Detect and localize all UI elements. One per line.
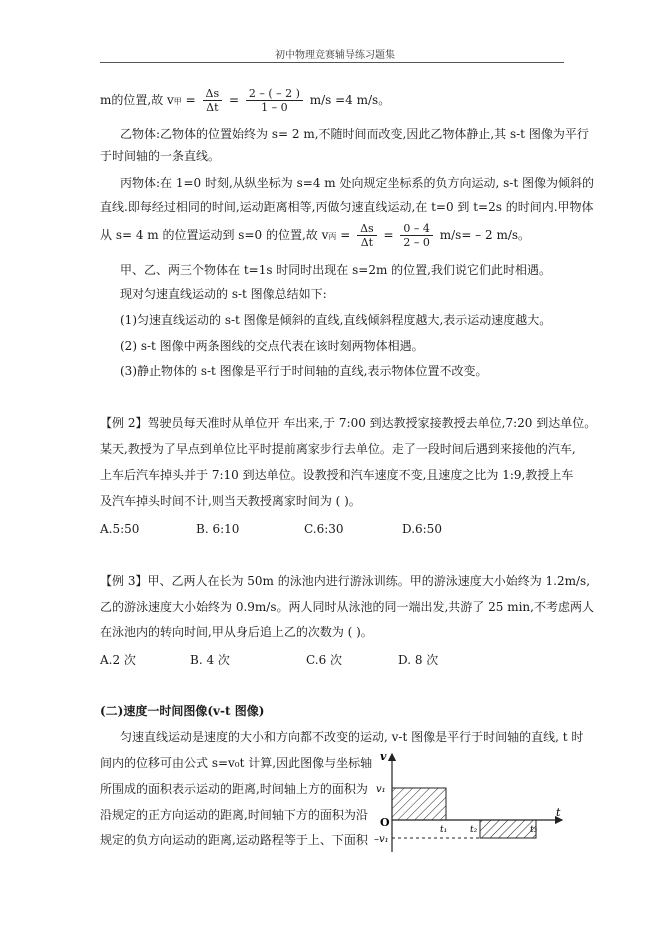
ex2-option-c: C.6:30 bbox=[304, 522, 344, 536]
x-axis-label: t bbox=[556, 806, 561, 819]
p1-eq: = bbox=[185, 93, 196, 107]
p3-line2: 直线.即每经过相同的时间,运动距离相等,丙做匀速直线运动,在 t=0 到 t=2s 的时间内.甲物体 bbox=[100, 200, 594, 214]
ex2-line2: 某天,教授为了早点到单位比平时提前离家步行去单位。走了一段时间后遇到来接他的汽车, bbox=[100, 442, 576, 456]
summary-item-3: (3)静止物体的 s-t 图像是平行于时间轴的直线,表示物体位置不改变。 bbox=[120, 364, 488, 378]
section-line3: 所围成的面积表示运动的距离,时间轴上方的面积为 bbox=[100, 782, 368, 796]
ex2-line4: 及汽车掉头时间不计,则当天教授离家时间为 ( )。 bbox=[100, 494, 361, 508]
paragraph-jia-velocity bbox=[100, 84, 390, 118]
t2-label: t₂ bbox=[470, 825, 478, 835]
p4-line1: 甲、乙、两三个物体在 t=1s 时同时出现在 s=2m 的位置,我们说它们此时相遇。 bbox=[120, 263, 551, 277]
section-line2: 间内的位移可由公式 s=v₀t 计算,因此图像与坐标轴 bbox=[100, 756, 373, 770]
section-line5: 规定的负方向运动的距离,运动路程等于上、下面积 bbox=[100, 833, 368, 847]
section-line1: 匀速直线运动是速度的大小和方向都不改变的运动, v-t 图像是平行于时间轴的直线, t 时 bbox=[120, 730, 584, 744]
p1-post: m/s =4 m/s。 bbox=[309, 93, 391, 107]
page-header: 初中物理竞赛辅导练习题集 bbox=[275, 50, 395, 61]
p1-eq2: = bbox=[228, 93, 239, 107]
ex3-option-b: B. 4 次 bbox=[190, 653, 230, 667]
ex2-line3: 上车后汽车掉头并于 7:10 到达单位。设教授和汽车速度不变,且速度之比为 1:9,教授上车 bbox=[100, 468, 574, 482]
ex3-line1: 【例 3】甲、乙两人在长为 50m 的泳池内进行游泳训练。甲的游泳速度大小始终为 1.2m/s, bbox=[100, 574, 591, 588]
negative-area bbox=[480, 820, 536, 838]
summary-item-2: (2) s-t 图像中两条图线的交点代表在该时刻两物体相遇。 bbox=[120, 339, 424, 353]
positive-area bbox=[392, 788, 446, 820]
origin-label: O bbox=[380, 816, 390, 829]
ex2-option-d: D.6:50 bbox=[402, 522, 442, 536]
header-rule bbox=[100, 62, 564, 63]
v1-label: v₁ bbox=[376, 784, 386, 795]
summary-item-1: (1)匀速直线运动的 s-t 图像是倾斜的直线,直线倾斜程度越大,表示运动速度越大。 bbox=[120, 313, 552, 327]
ex3-option-d: D. 8 次 bbox=[398, 653, 439, 667]
section-line4: 沿规定的正方向运动的距离,时间轴下方的面积为沿 bbox=[100, 808, 368, 822]
fraction-values-2: $\frac{0 - 4}{2 - 0}$ bbox=[400, 222, 433, 249]
ex3-option-a: A.2 次 bbox=[100, 653, 136, 667]
section-heading: (二)速度一时间图像(v-t 图像) bbox=[100, 704, 265, 718]
t3-label: t₃ bbox=[530, 825, 538, 835]
ex2-line1: 【例 2】驾驶员每天准时从单位开 车出来,于 7:00 到达教授家接教授去单位,7:20 到达单位。 bbox=[100, 416, 597, 430]
p2-line2: 于时间轴的一条直线。 bbox=[100, 149, 221, 163]
fraction-ds-dt-2: $\frac{\Delta s}{\Delta t}$ bbox=[357, 222, 377, 249]
ex2-option-b: B. 6:10 bbox=[196, 522, 240, 536]
neg-v1-label: –v₁ bbox=[374, 834, 389, 845]
fraction-ds-dt: $\frac{\Delta s}{\Delta t}$ bbox=[203, 87, 223, 114]
p2-line1: 乙物体:乙物体的位置始终为 s= 2 m,不随时间而改变,因此乙物体静止,其 s-t 图像为平行 bbox=[120, 127, 589, 141]
p1-pre: m的位置,故 v bbox=[100, 93, 174, 107]
p3-line1: 丙物体:在 1=0 时刻,从纵坐标为 s=4 m 处向规定坐标系的负方向运动, s-t 图像为倾斜的 bbox=[120, 176, 594, 190]
ex3-line2: 乙的游泳速度大小始终为 0.9m/s。两人同时从泳池的同一端出发,共游了 25 min,不考虑两人 bbox=[100, 600, 594, 614]
fraction-values: $\frac{2 - ( - 2 )}{1 - 0}$ bbox=[246, 87, 303, 114]
p3-line3: 从 s= 4 m 的位置运动到 s=0 的位置,故 v丙 = $\frac{\Delta s}{\Delta t}$ = $\frac{0 - 4}{2 - 0}$ m/s= – 2 m/s。 bbox=[100, 222, 531, 249]
vt-graph bbox=[376, 748, 566, 858]
ex3-option-c: C.6 次 bbox=[306, 653, 343, 667]
p1-sub: 甲 bbox=[173, 97, 182, 106]
y-axis-label: v bbox=[380, 750, 387, 763]
ex2-option-a: A.5:50 bbox=[100, 522, 140, 536]
summary-intro: 现对匀速直线运动的 s-t 图像总结如下: bbox=[120, 287, 327, 301]
ex3-line3: 在泳池内的转向时间,甲从身后追上乙的次数为 ( )。 bbox=[100, 625, 373, 639]
t1-label: t₁ bbox=[440, 825, 448, 835]
